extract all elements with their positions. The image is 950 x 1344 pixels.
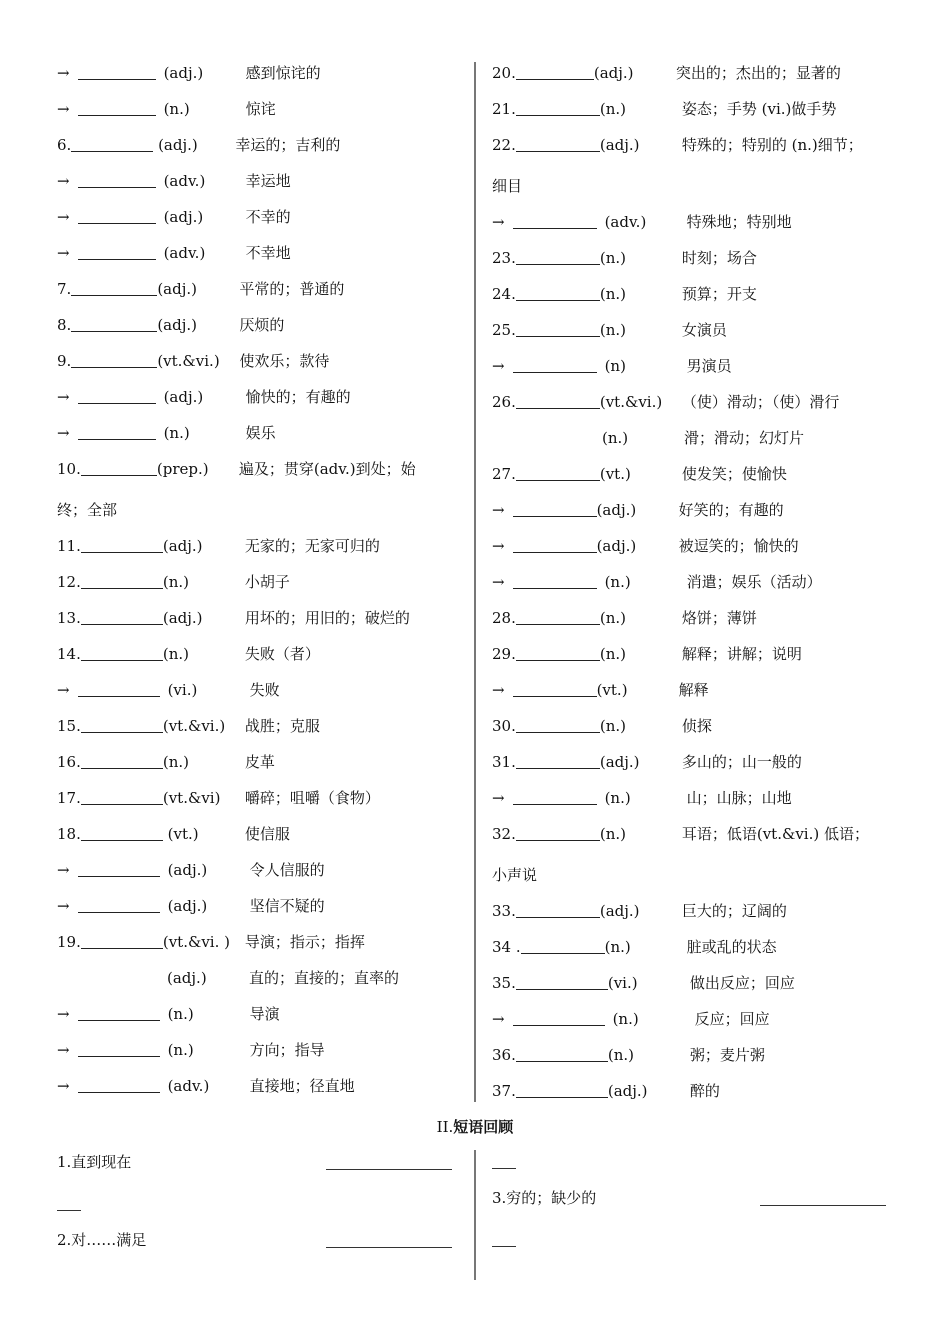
vocab-entry: [57, 134, 340, 156]
phrase-3: 3.穷的；缺少的: [492, 1189, 597, 1207]
answer-blank[interactable]: [513, 213, 597, 229]
vocab-entry: [57, 859, 325, 881]
part-of-speech: (vi.): [167, 681, 198, 699]
answer-blank[interactable]: [81, 460, 157, 476]
chinese-meaning: 战胜；克服: [244, 717, 320, 735]
answer-blank[interactable]: [81, 717, 163, 733]
chinese-meaning: 男演员: [686, 357, 732, 375]
entry-number: 26.: [492, 393, 516, 411]
continuation-line: [492, 864, 537, 886]
chinese-meaning: 终；全部: [57, 501, 118, 519]
entry-number: 12.: [57, 573, 81, 591]
entry-number: 16.: [57, 753, 81, 771]
answer-blank[interactable]: [513, 1010, 605, 1026]
vocab-entry: [57, 458, 416, 480]
derivative-arrow: →: [57, 681, 70, 699]
chinese-meaning: 好笑的；有趣的: [678, 501, 784, 519]
part-of-speech: (adj.): [153, 136, 198, 154]
chinese-meaning: 令人信服的: [249, 861, 325, 879]
entry-number: 34 .: [492, 938, 521, 956]
vocab-entry: [57, 206, 291, 228]
answer-blank[interactable]: [81, 753, 163, 769]
derivative-arrow: →: [57, 388, 70, 406]
part-of-speech: (n.): [599, 100, 626, 118]
vocab-entry: [492, 98, 836, 120]
vocab-entry: [492, 715, 712, 737]
vocab-entry: [492, 134, 863, 156]
entry-number: 13.: [57, 609, 81, 627]
answer-blank[interactable]: [513, 357, 597, 373]
part-of-speech: (n.): [604, 938, 631, 956]
entry-number: 18.: [57, 825, 81, 843]
phrase-3-answer-line[interactable]: [760, 1205, 886, 1206]
part-of-speech: (n.): [599, 321, 626, 339]
vocab-entry: [57, 422, 276, 444]
answer-blank[interactable]: [516, 645, 600, 661]
column-divider-top: [474, 62, 476, 1102]
vocab-entry: [57, 386, 351, 408]
answer-blank[interactable]: [516, 393, 600, 409]
phrase-1-answer-line[interactable]: [326, 1169, 452, 1170]
continuation-line: [492, 175, 522, 197]
part-of-speech: (vt.&vi.): [157, 352, 220, 370]
chinese-meaning: 做出反应；回应: [689, 974, 795, 992]
entry-number: 14.: [57, 645, 81, 663]
vocab-entry: [492, 247, 757, 269]
derivative-arrow: →: [57, 861, 70, 879]
entry-number: 31.: [492, 753, 516, 771]
vocab-entry: [492, 355, 732, 377]
part-of-speech: (adj.): [167, 969, 207, 987]
answer-blank[interactable]: [516, 136, 600, 152]
section-heading: [0, 1116, 950, 1137]
derivative-arrow: →: [492, 537, 505, 555]
part-of-speech: (n.): [162, 645, 189, 663]
part-of-speech: (n.): [612, 1010, 639, 1028]
part-of-speech: (adv.): [604, 213, 647, 231]
part-of-speech: (adj.): [593, 64, 634, 82]
derivative-arrow: →: [57, 244, 70, 262]
answer-blank[interactable]: [513, 789, 597, 805]
chinese-meaning: 惊诧: [245, 100, 276, 118]
derivative-arrow: →: [492, 501, 505, 519]
part-of-speech: (vt.&vi.): [162, 717, 226, 735]
entry-number: 28.: [492, 609, 516, 627]
vocab-entry: [57, 787, 380, 809]
vocab-entry: [57, 170, 291, 192]
chinese-meaning: 姿态；手势 (vi.)做手势: [681, 100, 837, 118]
part-of-speech: (n.): [599, 609, 626, 627]
answer-blank[interactable]: [78, 208, 156, 224]
entry-number: 17.: [57, 789, 81, 807]
part-of-speech: (vi.): [607, 974, 638, 992]
chinese-meaning: 方向；指导: [249, 1041, 325, 1059]
chinese-meaning: 用坏的；用旧的；破烂的: [244, 609, 410, 627]
chinese-meaning: 特殊的；特别的 (n.)细节；: [681, 136, 863, 154]
chinese-meaning: 嚼碎；咀嚼（食物）: [244, 789, 380, 807]
answer-blank[interactable]: [71, 280, 157, 296]
chinese-meaning: 解释: [678, 681, 709, 699]
phrase-1: 1.直到现在: [57, 1153, 132, 1171]
derivative-arrow: →: [57, 172, 70, 190]
chinese-meaning: 特殊地；特别地: [686, 213, 792, 231]
chinese-meaning: 失败（者）: [244, 645, 320, 663]
part-of-speech: (vt.): [599, 465, 631, 483]
chinese-meaning: 时刻；场合: [681, 249, 757, 267]
derivative-arrow: →: [492, 1010, 505, 1028]
answer-blank[interactable]: [78, 172, 156, 188]
chinese-meaning: 无家的；无家可归的: [244, 537, 380, 555]
entry-number: 8.: [57, 316, 72, 334]
part-of-speech: (n.): [162, 753, 189, 771]
chinese-meaning: 愉快的；有趣的: [245, 388, 351, 406]
answer-blank[interactable]: [78, 244, 156, 260]
part-of-speech: (n.): [163, 424, 190, 442]
vocab-entry: [57, 1039, 325, 1061]
part-of-speech: (n.): [167, 1005, 194, 1023]
chinese-meaning: 解释；讲解；说明: [681, 645, 802, 663]
vocab-entry: [492, 499, 784, 521]
part-of-speech: (adj.): [607, 1082, 648, 1100]
part-of-speech: (vt.&vi): [162, 789, 221, 807]
answer-blank[interactable]: [516, 249, 600, 265]
part-of-speech: (n.): [599, 717, 626, 735]
part-of-speech: (adj.): [596, 537, 637, 555]
part-of-speech: (n.): [163, 100, 190, 118]
vocab-entry: [57, 1075, 355, 1097]
answer-blank[interactable]: [78, 64, 156, 80]
column-divider-bottom: [474, 1150, 476, 1280]
entry-number: 19.: [57, 933, 81, 951]
part-of-speech: (adj.): [162, 537, 203, 555]
chinese-meaning: 直接地；径直地: [249, 1077, 355, 1095]
chinese-meaning: 厌烦的: [239, 316, 285, 334]
phrase-1-answer-tail[interactable]: [57, 1210, 81, 1211]
entry-number: 22.: [492, 136, 516, 154]
vocab-entry: [57, 1003, 280, 1025]
entry-number: 32.: [492, 825, 516, 843]
part-of-speech: (adj.): [163, 388, 204, 406]
chinese-meaning: 导演；指示；指挥: [244, 933, 365, 951]
vocab-entry: [492, 787, 792, 809]
part-of-speech: (adj.): [162, 609, 203, 627]
part-of-speech: (vt.&vi. ): [162, 933, 230, 951]
answer-blank[interactable]: [78, 681, 160, 697]
chinese-meaning: 幸运地: [245, 172, 291, 190]
entry-number: 9.: [57, 352, 72, 370]
vocab-entry: [492, 391, 839, 413]
chinese-meaning: 不幸的: [245, 208, 291, 226]
part-of-speech: (n.): [599, 645, 626, 663]
answer-blank[interactable]: [78, 1005, 160, 1021]
answer-blank[interactable]: [78, 861, 160, 877]
part-of-speech: (n.): [162, 573, 189, 591]
entry-number: 30.: [492, 717, 516, 735]
chinese-meaning: 使信服: [244, 825, 290, 843]
answer-blank[interactable]: [81, 789, 163, 805]
chinese-meaning: （使）滑动；（使）滑行: [681, 393, 840, 411]
answer-blank[interactable]: [78, 100, 156, 116]
answer-blank[interactable]: [81, 933, 163, 949]
answer-blank[interactable]: [513, 537, 597, 553]
part-of-speech: (adj.): [163, 208, 204, 226]
chinese-meaning: 滑；滑动；幻灯片: [684, 429, 805, 447]
chinese-meaning: 预算；开支: [681, 285, 757, 303]
derivative-arrow: →: [57, 64, 70, 82]
vocab-entry: [57, 314, 284, 336]
part-of-speech: (adj.): [157, 316, 197, 334]
vocab-entry: [492, 679, 709, 701]
vocab-entry: [492, 823, 869, 845]
part-of-speech: (n.): [607, 1046, 634, 1064]
answer-blank[interactable]: [81, 573, 163, 589]
phrase-2: 2.对……满足: [57, 1231, 147, 1249]
entry-number: 7.: [57, 280, 72, 298]
entry-number: 36.: [492, 1046, 516, 1064]
chinese-meaning: 醉的: [689, 1082, 720, 1100]
derivative-arrow: →: [57, 1005, 70, 1023]
entry-number: 24.: [492, 285, 516, 303]
answer-blank[interactable]: [516, 465, 600, 481]
part-of-speech: (adv.): [163, 172, 206, 190]
vocab-entry: [57, 350, 329, 372]
chinese-meaning: 巨大的；辽阔的: [681, 902, 787, 920]
derivative-arrow: →: [57, 424, 70, 442]
chinese-meaning: 小声说: [492, 866, 538, 884]
vocab-entry: [492, 319, 727, 341]
part-of-speech: (n.): [599, 825, 626, 843]
entry-number: 20.: [492, 64, 516, 82]
vocab-entry: [57, 535, 380, 557]
answer-blank[interactable]: [71, 352, 157, 368]
answer-blank[interactable]: [78, 424, 156, 440]
answer-blank[interactable]: [516, 717, 600, 733]
answer-blank[interactable]: [516, 902, 600, 918]
vocab-entry: [492, 972, 795, 994]
entry-number: 27.: [492, 465, 516, 483]
vocab-entry: [492, 62, 841, 84]
derivative-arrow: →: [492, 681, 505, 699]
chinese-meaning: 小胡子: [244, 573, 290, 591]
chinese-meaning: 突出的；杰出的；显著的: [675, 64, 841, 82]
vocab-entry: [57, 643, 320, 665]
vocab-entry: [492, 643, 802, 665]
chinese-meaning: 多山的；山一般的: [681, 753, 802, 771]
chinese-meaning: 失败: [249, 681, 280, 699]
phrase-3-answer-tail[interactable]: [492, 1246, 516, 1247]
answer-blank[interactable]: [516, 974, 608, 990]
chinese-meaning: 山；山脉；山地: [686, 789, 792, 807]
answer-blank[interactable]: [516, 321, 600, 337]
vocab-entry: [492, 900, 787, 922]
part-of-speech: (n.): [167, 1041, 194, 1059]
answer-blank[interactable]: [513, 681, 597, 697]
vocab-entry: [492, 1008, 770, 1030]
entry-number: 23.: [492, 249, 516, 267]
part-of-speech: (n.): [604, 573, 631, 591]
right-answer-tail-top[interactable]: [492, 1168, 516, 1169]
vocab-entry: [57, 571, 290, 593]
vocab-entry: [57, 278, 344, 300]
answer-blank[interactable]: [513, 501, 597, 517]
chinese-meaning: 感到惊诧的: [245, 64, 321, 82]
answer-blank[interactable]: [516, 1082, 608, 1098]
entry-number: 6.: [57, 136, 72, 154]
entry-number: 35.: [492, 974, 516, 992]
section-title: 短语回顾: [453, 1118, 514, 1136]
derivative-arrow: →: [57, 208, 70, 226]
part-of-speech: (n.): [599, 249, 626, 267]
vocab-entry: [492, 1080, 720, 1102]
vocab-entry: [492, 1044, 765, 1066]
answer-blank[interactable]: [71, 136, 153, 152]
part-of-speech: (prep.): [156, 460, 209, 478]
answer-blank[interactable]: [516, 609, 600, 625]
chinese-meaning: 脏或乱的状态: [686, 938, 777, 956]
entry-number: 11.: [57, 537, 81, 555]
answer-blank[interactable]: [78, 388, 156, 404]
vocab-entry: [492, 751, 802, 773]
part-of-speech: (vt.): [162, 825, 199, 843]
chinese-meaning: 幸运的；吉利的: [235, 136, 341, 154]
answer-blank[interactable]: [78, 1077, 160, 1093]
entry-number: 33.: [492, 902, 516, 920]
vocab-entry: [492, 936, 777, 958]
answer-blank[interactable]: [516, 100, 600, 116]
entry-number: 37.: [492, 1082, 516, 1100]
answer-blank[interactable]: [513, 573, 597, 589]
part-of-speech: (adv.): [167, 1077, 210, 1095]
vocab-entry: [57, 895, 325, 917]
part-of-speech: (adj.): [599, 902, 640, 920]
entry-number: 15.: [57, 717, 81, 735]
chinese-meaning: 消遣；娱乐（活动）: [686, 573, 822, 591]
chinese-meaning: 女演员: [681, 321, 727, 339]
part-of-speech: (vt.&vi.): [599, 393, 663, 411]
answer-blank[interactable]: [81, 645, 163, 661]
vocab-entry: [57, 715, 320, 737]
entry-number: 25.: [492, 321, 516, 339]
answer-blank[interactable]: [516, 1046, 608, 1062]
answer-blank[interactable]: [71, 316, 157, 332]
part-of-speech: (adj.): [596, 501, 637, 519]
entry-number: 21.: [492, 100, 516, 118]
derivative-arrow: →: [57, 1041, 70, 1059]
chinese-meaning: 侦探: [681, 717, 712, 735]
part-of-speech: (adj.): [599, 753, 640, 771]
part-of-speech: (n.): [602, 429, 629, 447]
part-of-speech: (adj.): [167, 861, 208, 879]
part-of-speech: (adj.): [167, 897, 208, 915]
part-of-speech: (vt.): [596, 681, 628, 699]
vocab-entry: [492, 463, 787, 485]
answer-blank[interactable]: [78, 1041, 160, 1057]
entry-number: 29.: [492, 645, 516, 663]
vocab-entry: [57, 751, 275, 773]
derivative-arrow: →: [492, 213, 505, 231]
answer-blank[interactable]: [81, 609, 163, 625]
answer-blank[interactable]: [516, 64, 594, 80]
chinese-meaning: 耳语；低语(vt.&vi.) 低语；: [681, 825, 869, 843]
chinese-meaning: 遍及；贯穿(adv.)到处；始: [238, 460, 416, 478]
derivative-arrow: →: [492, 573, 505, 591]
vocab-entry: [57, 679, 280, 701]
part-of-speech: (adj.): [163, 64, 204, 82]
vocab-entry: [492, 427, 804, 449]
chinese-meaning: 使发笑；使愉快: [681, 465, 787, 483]
vocab-entry: [57, 931, 365, 953]
chinese-meaning: 不幸地: [245, 244, 291, 262]
vocab-entry: [57, 98, 276, 120]
vocab-entry: [57, 967, 399, 989]
derivative-arrow: →: [57, 1077, 70, 1095]
chinese-meaning: 平常的；普通的: [239, 280, 345, 298]
derivative-arrow: →: [492, 357, 505, 375]
answer-blank[interactable]: [81, 537, 163, 553]
chinese-meaning: 直的；直接的；直率的: [249, 969, 400, 987]
chinese-meaning: 皮革: [244, 753, 275, 771]
vocab-entry: [57, 607, 410, 629]
vocab-entry: [492, 283, 757, 305]
chinese-meaning: 导演: [249, 1005, 280, 1023]
entry-number: 10.: [57, 460, 81, 478]
vocab-entry: [492, 211, 792, 233]
chinese-meaning: 使欢乐；款待: [239, 352, 330, 370]
vocab-entry: [492, 607, 757, 629]
chinese-meaning: 娱乐: [245, 424, 276, 442]
chinese-meaning: 细目: [492, 177, 523, 195]
answer-blank[interactable]: [81, 825, 163, 841]
part-of-speech: (adj.): [599, 136, 640, 154]
answer-blank[interactable]: [516, 285, 600, 301]
vocab-entry: [57, 62, 321, 84]
part-of-speech: (adv.): [163, 244, 206, 262]
part-of-speech: (adj.): [157, 280, 197, 298]
derivative-arrow: →: [57, 897, 70, 915]
vocab-entry: [492, 571, 822, 593]
chinese-meaning: 被逗笑的；愉快的: [678, 537, 799, 555]
part-of-speech: (n.): [604, 789, 631, 807]
chinese-meaning: 反应；回应: [694, 1010, 770, 1028]
answer-blank[interactable]: [521, 938, 605, 954]
chinese-meaning: 坚信不疑的: [249, 897, 325, 915]
continuation-line: [57, 499, 117, 521]
vocab-entry: [57, 242, 291, 264]
part-of-speech: (n): [604, 357, 626, 375]
vocab-entry: [492, 535, 799, 557]
chinese-meaning: 烙饼；薄饼: [681, 609, 757, 627]
chinese-meaning: 粥；麦片粥: [689, 1046, 765, 1064]
vocab-entry: [57, 823, 290, 845]
answer-blank[interactable]: [78, 897, 160, 913]
section-number: II.: [436, 1118, 454, 1136]
derivative-arrow: →: [57, 100, 70, 118]
answer-blank[interactable]: [516, 753, 600, 769]
answer-blank[interactable]: [516, 825, 600, 841]
part-of-speech: (n.): [599, 285, 626, 303]
derivative-arrow: →: [492, 789, 505, 807]
phrase-2-answer-line[interactable]: [326, 1247, 452, 1248]
